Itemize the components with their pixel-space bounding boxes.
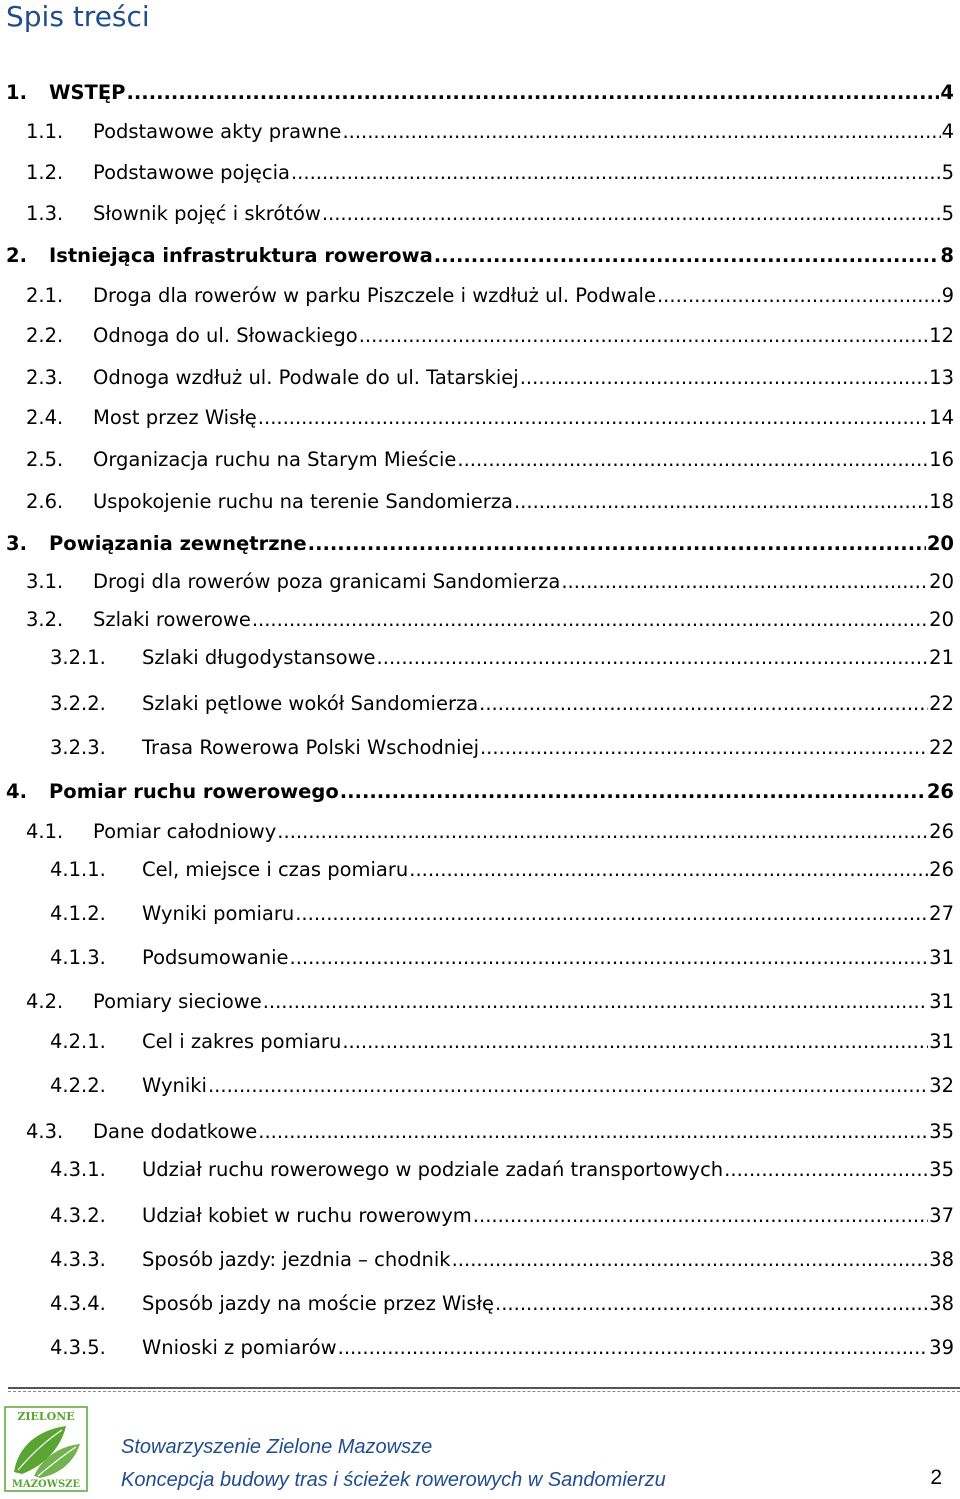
toc-entry-title[interactable]: Cel, miejsce i czas pomiaru [142,858,409,881]
toc-dot-leader [434,244,940,267]
toc-entry[interactable] [0,1336,960,1366]
toc-dot-leader [208,1074,928,1097]
toc-entry-page[interactable]: 31 [929,990,954,1013]
toc-entry[interactable] [0,820,960,850]
toc-entry-page[interactable]: 35 [929,1120,954,1143]
toc-entry-page[interactable]: 22 [929,692,954,715]
toc-entry-page[interactable]: 13 [929,366,954,389]
toc-entry-title[interactable]: Powiązania zewnętrzne [49,532,307,555]
toc-entry-page[interactable]: 38 [929,1248,954,1271]
toc-entry-title[interactable]: Podsumowanie [142,946,289,969]
toc-entry-number: 4.3.5. [50,1336,106,1359]
toc-dot-leader [322,202,941,225]
toc-entry-page[interactable]: 22 [929,736,954,759]
toc-dot-leader [258,406,928,429]
toc-dot-leader [252,608,928,631]
toc-entry-number: 4.1.1. [50,858,106,881]
toc-entry-page[interactable]: 31 [929,946,954,969]
toc-dot-leader [409,858,928,881]
toc-entry-number: 4.3.4. [50,1292,106,1315]
toc-entry-title[interactable]: Wyniki [142,1074,207,1097]
toc-dot-leader [520,366,928,389]
toc-entry[interactable] [0,1074,960,1104]
toc-dot-leader [480,736,928,759]
toc-entry-title[interactable]: Sposób jazdy: jezdnia – chodnik [142,1248,451,1271]
toc-dot-leader [457,448,928,471]
toc-entry[interactable] [0,1158,960,1188]
toc-entry-number: 4.1. [26,820,64,843]
toc-dot-leader [126,81,939,104]
toc-entry[interactable] [0,570,960,600]
toc-entry-number: 4.1.2. [50,902,106,925]
toc-entry-title[interactable]: Trasa Rowerowa Polski Wschodniej [142,736,479,759]
footer-organization: Stowarzyszenie Zielone Mazowsze [121,1436,433,1458]
toc-dot-leader [377,646,929,669]
toc-entry[interactable] [0,736,960,766]
toc-entry-page[interactable]: 32 [929,1074,954,1097]
toc-entry-page[interactable]: 4 [941,120,954,143]
toc-entry-title[interactable]: Odnoga do ul. Słowackiego [93,324,358,347]
toc-entry-number: 4.2.2. [50,1074,106,1097]
logo-text-bottom: MAZOWSZE [11,1479,81,1490]
toc-entry-title[interactable]: Szlaki pętlowe wokół Sandomierza [142,692,479,715]
toc-entry-title[interactable]: Pomiary sieciowe [93,990,262,1013]
toc-entry-page[interactable]: 5 [941,202,954,225]
toc-entry-number: 1.3. [26,202,64,225]
toc-entry[interactable] [0,406,960,436]
toc-dot-leader [473,1204,928,1227]
toc-dot-leader [338,1336,929,1359]
toc-dot-leader [342,120,940,143]
toc-entry-page[interactable]: 20 [926,532,954,555]
toc-entry[interactable] [0,1204,960,1234]
toc-dot-leader [342,1030,928,1053]
toc-entry-title[interactable]: Droga dla rowerów w parku Piszczele i wzdłuż ul. Podwale [93,284,656,307]
toc-entry-number: 2.3. [26,366,64,389]
toc-entry[interactable] [0,990,960,1020]
toc-entry-page[interactable]: 12 [929,324,954,347]
toc-entry-number: 2.2. [26,324,64,347]
toc-entry-number: 2.5. [26,448,64,471]
toc-entry[interactable] [0,1292,960,1322]
toc-entry[interactable] [0,1248,960,1278]
toc-entry-title[interactable]: Wyniki pomiaru [142,902,295,925]
toc-entry-title[interactable]: WSTĘP [49,81,126,104]
toc-entry[interactable] [0,81,960,111]
toc-entry-title[interactable]: Uspokojenie ruchu na terenie Sandomierza [93,490,513,513]
toc-entry-page[interactable]: 20 [929,570,954,593]
toc-entry-number: 3.1. [26,570,64,593]
toc-entry-title[interactable]: Pomiar całodniowy [93,820,277,843]
toc-dot-leader [340,780,926,803]
toc-entry-number: 1. [6,81,27,104]
page-number: 2 [930,1466,942,1489]
toc-entry-number: 2. [6,244,27,267]
toc-entry-page[interactable]: 26 [929,820,954,843]
toc-entry-title[interactable]: Udział kobiet w ruchu rowerowym [142,1204,472,1227]
toc-entry-page[interactable]: 35 [929,1158,954,1181]
toc-entry[interactable] [0,858,960,888]
toc-entry[interactable] [0,902,960,932]
toc-entry-title[interactable]: Pomiar ruchu rowerowego [49,780,339,803]
toc-entry[interactable] [0,324,960,354]
toc-entry[interactable] [0,366,960,396]
toc-entry-title[interactable]: Podstawowe pojęcia [93,161,290,184]
toc-entry-number: 1.2. [26,161,64,184]
toc-entry-title[interactable]: Wnioski z pomiarów [142,1336,337,1359]
toc-entry[interactable] [0,532,960,562]
toc-entry-page[interactable]: 26 [929,858,954,881]
toc-dot-leader [277,820,928,843]
toc-entry-title[interactable]: Dane dodatkowe [93,1120,258,1143]
toc-entry-number: 4.3. [26,1120,64,1143]
toc-dot-leader [258,1120,928,1143]
toc-entry-number: 3.2.1. [50,646,106,669]
toc-dot-leader [561,570,928,593]
toc-dot-leader [295,902,928,925]
toc-entry-number: 4.3.3. [50,1248,106,1271]
toc-entry-title[interactable]: Cel i zakres pomiaru [142,1030,342,1053]
toc-entry-number: 3.2.2. [50,692,106,715]
toc-entry-page[interactable]: 5 [941,161,954,184]
logo-text-top: ZIELONE [17,1410,75,1423]
toc-entry-page[interactable]: 9 [941,284,954,307]
toc-entry-number: 2.1. [26,284,64,307]
toc-entry-number: 3.2.3. [50,736,106,759]
toc-entry-number: 4.3.1. [50,1158,106,1181]
toc-entry-page[interactable]: 16 [929,448,954,471]
toc-entry-page[interactable]: 37 [929,1204,954,1227]
toc-entry-number: 3.2. [26,608,64,631]
toc-entry[interactable] [0,161,960,191]
toc-entry[interactable] [0,608,960,638]
toc-entry-page[interactable]: 8 [940,244,954,267]
toc-entry-number: 3. [6,532,27,555]
toc-dot-leader [291,161,941,184]
toc-entry-title[interactable]: Udział ruchu rowerowego w podziale zadań transportowych [142,1158,724,1181]
toc-entry[interactable] [0,692,960,722]
toc-dot-leader [479,692,928,715]
toc-entry-number: 2.6. [26,490,64,513]
zielone-mazowsze-logo-icon [4,1406,88,1492]
toc-entry[interactable] [0,1030,960,1060]
toc-entry[interactable] [0,490,960,520]
toc-entry-number: 2.4. [26,406,64,429]
toc-dot-leader [359,324,928,347]
toc-entry[interactable] [0,202,960,232]
toc-entry[interactable] [0,120,960,150]
toc-dot-leader [657,284,941,307]
toc-entry-number: 4.2. [26,990,64,1013]
toc-entry-title[interactable]: Słownik pojęć i skrótów [93,202,321,225]
toc-entry[interactable] [0,946,960,976]
toc-entry-title[interactable]: Sposób jazdy na moście przez Wisłę [142,1292,495,1315]
toc-entry-page[interactable]: 27 [929,902,954,925]
toc-entry-page[interactable]: 39 [929,1336,954,1359]
toc-dot-leader [514,490,928,513]
toc-entry-title[interactable]: Most przez Wisłę [93,406,257,429]
toc-entry-page[interactable]: 38 [929,1292,954,1315]
toc-entry[interactable] [0,646,960,676]
toc-dot-leader [724,1158,928,1181]
footer-divider-secondary [8,1391,960,1392]
toc-entry-number: 4.2.1. [50,1030,106,1053]
toc-entry-page[interactable]: 20 [929,608,954,631]
toc-entry[interactable] [0,244,960,274]
toc-dot-leader [290,946,929,969]
toc-entry[interactable] [0,780,960,810]
toc-entry-title[interactable]: Drogi dla rowerów poza granicami Sandomierza [93,570,561,593]
toc-dot-leader [263,990,928,1013]
toc-entry-page[interactable]: 14 [929,406,954,429]
toc-entry-title[interactable]: Szlaki długodystansowe [142,646,376,669]
toc-entry[interactable] [0,448,960,478]
toc-entry-number: 1.1. [26,120,64,143]
toc-dot-leader [495,1292,928,1315]
footer-divider [8,1387,960,1389]
toc-entry-page[interactable]: 26 [926,780,954,803]
toc-entry-page[interactable]: 21 [929,646,954,669]
toc-entry-title[interactable]: Organizacja ruchu na Starym Mieście [93,448,457,471]
toc-entry-number: 4.3.2. [50,1204,106,1227]
toc-entry[interactable] [0,284,960,314]
toc-entry-page[interactable]: 18 [929,490,954,513]
toc-entry-number: 4. [6,780,27,803]
toc-entry-title[interactable]: Podstawowe akty prawne [93,120,342,143]
toc-entry-page[interactable]: 4 [940,81,954,104]
toc-dot-leader [308,532,926,555]
toc-entry-title[interactable]: Istniejąca infrastruktura rowerowa [49,244,433,267]
toc-entry[interactable] [0,1120,960,1150]
page-title: Spis treści [6,0,150,33]
toc-entry-title[interactable]: Szlaki rowerowe [93,608,251,631]
footer-document-title: Koncepcja budowy tras i ścieżek rowerowych w Sandomierzu [121,1469,666,1491]
toc-entry-number: 4.1.3. [50,946,106,969]
toc-entry-title[interactable]: Odnoga wzdłuż ul. Podwale do ul. Tatarskiej [93,366,519,389]
toc-entry-page[interactable]: 31 [929,1030,954,1053]
toc-dot-leader [452,1248,929,1271]
